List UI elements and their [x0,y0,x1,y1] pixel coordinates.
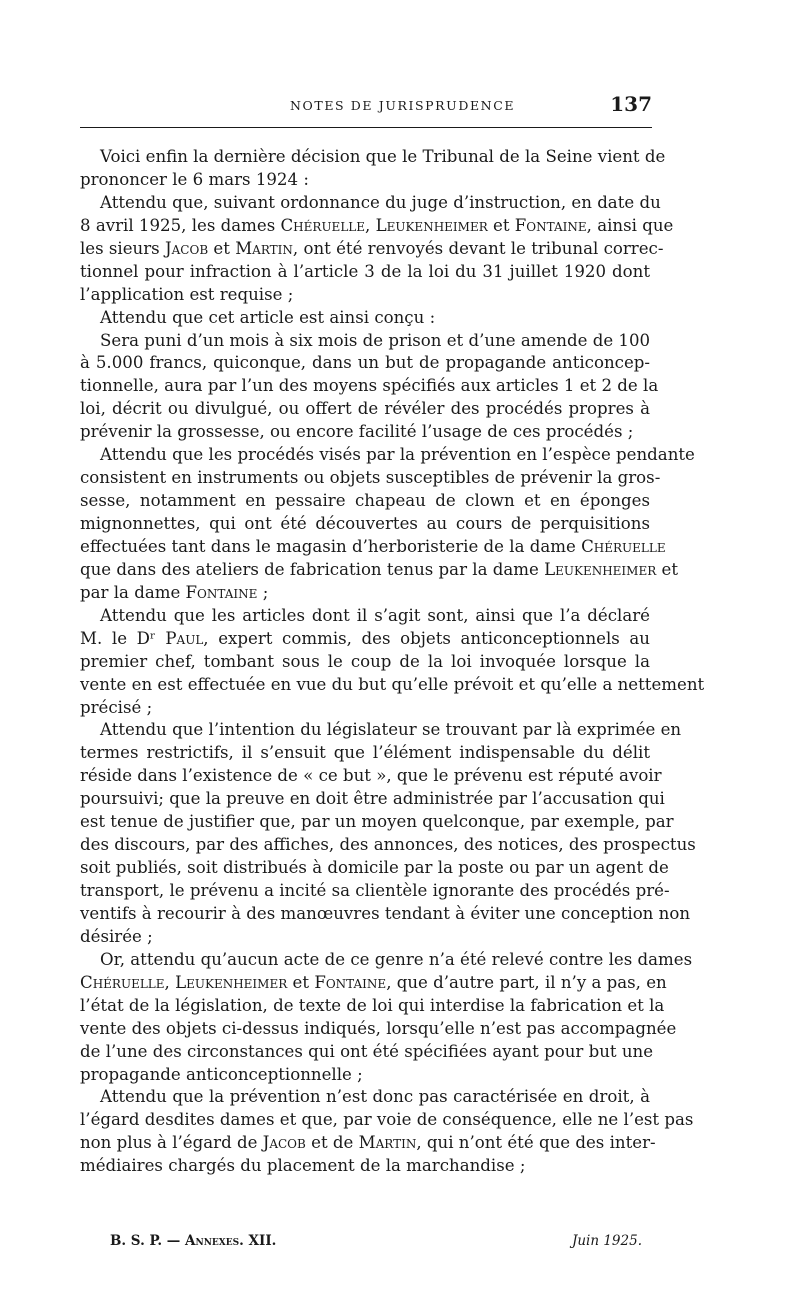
page-header [80,92,652,122]
text-line: réside dans l’existence de « ce but », que le prévenu est réputé avoir [80,766,662,786]
text-line: premier chef, tombant sous le coup de la loi invoquée lorsque la [80,651,650,671]
text-line: tionnel pour infraction à l’article 3 de la loi du 31 juillet 1920 dont [80,261,650,281]
text-line: désirée ; [80,926,153,946]
text-line: effectuées tant dans le magasin d’herboristerie de la dame Chéruelle [80,536,666,556]
text-line: vente des objets ci-dessus indiqués, lorsqu’elle n’est pas accompagnée [80,1018,677,1038]
text-line: Attendu que cet article est ainsi conçu : [100,307,436,327]
paragraph [80,719,696,948]
text-line: par la dame Fontaine ; [80,582,269,602]
text-line: vente en est effectuée en vue du but qu’elle prévoit et qu’elle a nettement [80,674,705,694]
text-line: est tenue de justifier que, par un moyen quelconque, par exemple, par [80,812,674,832]
header-rule [80,127,652,128]
text-line: l’application est requise ; [80,284,294,304]
text-line: ventifs à recourir à des manœuvres tendant à éviter une conception non [80,903,691,923]
page-number: 137 [610,92,652,116]
text-line: de l’une des circonstances qui ont été spécifiées ayant pour but une [80,1041,654,1061]
paragraph [80,192,674,307]
text-line: termes restrictifs, il s’ensuit que l’élément indispensable du délit [80,743,650,763]
paragraph [80,146,666,192]
running-title: NOTES DE JURISPRUDENCE [290,98,516,113]
paragraph [80,949,693,1087]
footer-date: Juin 1925. [571,1233,642,1249]
text-line: prévenir la grossesse, ou encore facilité l’usage de ces procédés ; [80,422,634,442]
text-line: Or, attendu qu’aucun acte de ce genre n’a été relevé contre les dames [100,949,693,969]
text-line: médiaires chargés du placement de la marchandise ; [80,1156,526,1176]
text-line: l’égard desdites dames et que, par voie de conséquence, elle ne l’est pas [80,1110,694,1130]
paragraph [80,605,705,720]
text-line: Sera puni d’un mois à six mois de prison et d’une amende de 100 [100,330,651,350]
text-line: non plus à l’égard de Jacob et de Martin, qui n’ont été que des inter- [80,1133,656,1153]
text-line: M. le Dʳ Paul, expert commis, des objets anticonceptionnels au [80,628,650,648]
text-line: prononcer le 6 mars 1924 : [80,169,309,189]
text-line: Attendu que les articles dont il s’agit sont, ainsi que l’a déclaré [100,605,650,625]
text-line: tionnelle, aura par l’un des moyens spécifiés aux articles 1 et 2 de la [80,376,659,396]
text-line: à 5.000 francs, quiconque, dans un but de propagande anticoncep- [80,353,650,373]
text-line: consistent en instruments ou objets susceptibles de prévenir la gros- [80,468,661,488]
text-line: précisé ; [80,697,153,717]
text-line: poursuivi; que la preuve en doit être administrée par l’accusation qui [80,789,665,809]
text-line: Attendu que, suivant ordonnance du juge d’instruction, en date du [100,192,661,212]
text-line: sesse, notamment en pessaire chapeau de clown et en éponges [80,491,650,511]
paragraph [80,330,659,445]
text-line: mignonnettes, qui ont été découvertes au cours de perquisitions [80,514,650,533]
text-line: Attendu que les procédés visés par la prévention en l’espèce pendante [100,445,695,465]
paragraph [80,1086,694,1178]
body-text [80,146,705,1178]
text-line: Attendu que l’intention du législateur se trouvant par là exprimée en [100,720,682,740]
text-line: transport, le prévenu a incité sa clientèle ignorante des procédés pré- [80,881,670,900]
text-line: soit publiés, soit distribués à domicile par la poste ou par un agent de [80,858,669,878]
footer-publication: B. S. P. — Annexes. XII. [110,1233,277,1249]
paragraph [80,307,650,330]
text-line: l’état de la législation, de texte de loi qui interdise la fabrication et la [80,995,665,1015]
paragraph [80,444,695,605]
page-footer [110,1233,642,1257]
text-line: les sieurs Jacob et Martin, ont été renvoyés devant le tribunal correc- [80,238,664,258]
text-line: des discours, par des affiches, des annonces, des notices, des prospectus [80,835,696,855]
text-line: que dans des ateliers de fabrication tenus par la dame Leukenheimer et [80,559,679,579]
text-line: Voici enfin la dernière décision que le Tribunal de la Seine vient de [100,147,666,166]
text-line: loi, décrit ou divulgué, ou offert de révéler des procédés propres à [80,399,650,419]
text-line: 8 avril 1925, les dames Chéruelle, Leukenheimer et Fontaine, ainsi que [80,215,674,235]
text-line: propagande anticonceptionnelle ; [80,1064,363,1084]
text-line: Chéruelle, Leukenheimer et Fontaine, que d’autre part, il n’y a pas, en [80,972,667,992]
text-line: Attendu que la prévention n’est donc pas caractérisée en droit, à [100,1087,650,1107]
